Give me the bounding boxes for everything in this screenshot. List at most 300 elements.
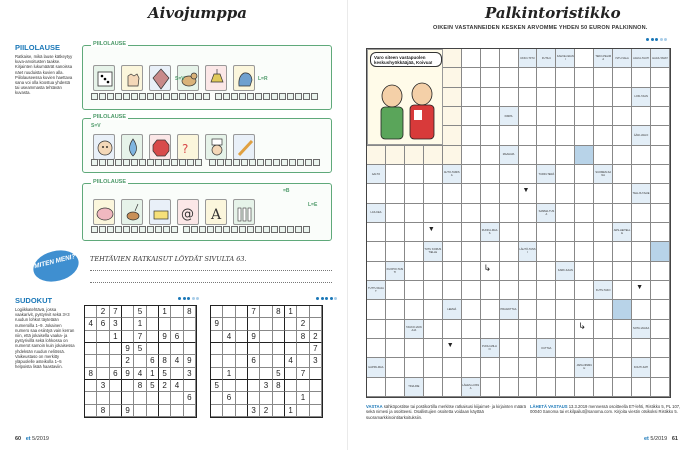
crossword-answer-cell[interactable] — [613, 68, 632, 87]
crossword-answer-cell[interactable] — [632, 300, 651, 319]
sudoku-cell[interactable]: 4 — [285, 355, 297, 367]
crossword-answer-cell[interactable] — [556, 281, 575, 300]
sudoku-cell[interactable] — [310, 405, 322, 417]
crossword-answer-cell[interactable] — [632, 165, 651, 184]
sudoku-cell[interactable] — [297, 405, 309, 417]
crossword-answer-cell[interactable] — [405, 262, 424, 281]
crossword-answer-cell[interactable] — [386, 339, 405, 358]
sudoku-cell[interactable] — [122, 331, 134, 343]
crossword-answer-cell[interactable] — [575, 223, 594, 242]
sudoku-cell[interactable] — [236, 405, 248, 417]
crossword-answer-cell[interactable] — [386, 320, 405, 339]
crossword-answer-cell[interactable] — [405, 165, 424, 184]
sudoku-cell[interactable] — [147, 343, 159, 355]
sudoku-cell[interactable] — [260, 392, 272, 404]
crossword-answer-cell[interactable] — [367, 320, 386, 339]
crossword-answer-cell[interactable] — [519, 126, 538, 145]
sudoku-cell[interactable]: 2 — [97, 306, 109, 318]
sudoku-cell[interactable] — [211, 355, 223, 367]
crossword-answer-cell[interactable] — [386, 223, 405, 242]
crossword-answer-cell[interactable] — [594, 378, 613, 397]
crossword-answer-cell[interactable] — [613, 320, 632, 339]
crossword-answer-cell[interactable] — [556, 242, 575, 261]
crossword-answer-cell[interactable] — [613, 358, 632, 377]
crossword-answer-cell[interactable] — [537, 320, 556, 339]
sudoku-cell[interactable] — [285, 368, 297, 380]
crossword-answer-cell[interactable] — [537, 378, 556, 397]
sudoku-cell[interactable] — [310, 392, 322, 404]
crossword-answer-cell[interactable] — [367, 378, 386, 397]
crossword-answer-cell[interactable] — [443, 242, 462, 261]
crossword-answer-cell[interactable] — [386, 378, 405, 397]
crossword-answer-cell[interactable] — [424, 378, 443, 397]
crossword-answer-cell[interactable] — [556, 146, 575, 165]
crossword-answer-cell[interactable] — [537, 281, 556, 300]
crossword-answer-cell[interactable] — [556, 107, 575, 126]
crossword-answer-cell[interactable] — [519, 68, 538, 87]
sudoku-cell[interactable] — [260, 306, 272, 318]
sudoku-cell[interactable] — [97, 355, 109, 367]
crossword-answer-cell[interactable] — [613, 107, 632, 126]
sudoku-cell[interactable]: 6 — [248, 355, 260, 367]
crossword-answer-cell[interactable] — [500, 126, 519, 145]
sudoku-cell[interactable]: 3 — [110, 318, 122, 330]
crossword-answer-cell[interactable] — [462, 49, 481, 68]
crossword-answer-cell[interactable] — [594, 320, 613, 339]
crossword-answer-cell[interactable] — [613, 126, 632, 145]
sudoku-cell[interactable] — [223, 343, 235, 355]
sudoku-cell[interactable] — [310, 318, 322, 330]
crossword-answer-cell[interactable] — [651, 281, 670, 300]
sudoku-cell[interactable] — [171, 368, 183, 380]
crossword-answer-cell[interactable] — [424, 358, 443, 377]
sudoku-cell[interactable]: 5 — [147, 380, 159, 392]
crossword-answer-cell[interactable] — [462, 68, 481, 87]
crossword-answer-cell[interactable] — [462, 107, 481, 126]
crossword-answer-cell[interactable] — [575, 107, 594, 126]
sudoku-cell[interactable] — [134, 392, 146, 404]
crossword-answer-cell[interactable] — [500, 320, 519, 339]
crossword-answer-cell[interactable] — [367, 300, 386, 319]
crossword-answer-cell[interactable] — [462, 88, 481, 107]
crossword-answer-cell[interactable] — [651, 184, 670, 203]
crossword-answer-cell[interactable] — [481, 126, 500, 145]
crossword-answer-cell[interactable] — [443, 378, 462, 397]
crossword-answer-cell[interactable] — [424, 300, 443, 319]
crossword-answer-cell[interactable] — [405, 223, 424, 242]
sudoku-cell[interactable] — [159, 343, 171, 355]
crossword-answer-cell[interactable] — [519, 358, 538, 377]
crossword-answer-cell[interactable] — [651, 68, 670, 87]
crossword-answer-cell[interactable] — [537, 242, 556, 261]
sudoku-cell[interactable]: 9 — [248, 331, 260, 343]
sudoku-cell[interactable] — [184, 380, 196, 392]
crossword-answer-cell[interactable] — [651, 126, 670, 145]
sudoku-cell[interactable] — [110, 392, 122, 404]
sudoku-cell[interactable] — [85, 331, 97, 343]
sudoku-cell[interactable] — [273, 355, 285, 367]
crossword-answer-cell[interactable] — [462, 204, 481, 223]
sudoku-cell[interactable]: 6 — [223, 392, 235, 404]
sudoku-cell[interactable] — [159, 392, 171, 404]
crossword-answer-cell[interactable] — [594, 223, 613, 242]
sudoku-cell[interactable]: 5 — [159, 368, 171, 380]
sudoku-cell[interactable] — [260, 343, 272, 355]
sudoku-cell[interactable]: 9 — [211, 318, 223, 330]
sudoku-cell[interactable] — [171, 405, 183, 417]
sudoku-cell[interactable]: 7 — [248, 306, 260, 318]
crossword-answer-cell[interactable] — [537, 88, 556, 107]
sudoku-cell[interactable]: 7 — [134, 331, 146, 343]
crossword-answer-cell[interactable] — [537, 300, 556, 319]
crossword-answer-cell[interactable] — [519, 339, 538, 358]
crossword-answer-cell[interactable] — [632, 242, 651, 261]
crossword-answer-cell[interactable] — [500, 184, 519, 203]
answer-boxes-2b[interactable] — [209, 159, 320, 166]
answer-line-2[interactable] — [90, 282, 332, 283]
crossword-answer-cell[interactable] — [481, 88, 500, 107]
sudoku-cell[interactable] — [285, 392, 297, 404]
crossword-answer-cell[interactable] — [613, 204, 632, 223]
crossword-answer-cell[interactable] — [519, 107, 538, 126]
crossword-answer-cell[interactable] — [575, 204, 594, 223]
sudoku-cell[interactable] — [223, 306, 235, 318]
sudoku-cell[interactable]: 8 — [134, 380, 146, 392]
crossword-answer-cell[interactable] — [386, 242, 405, 261]
crossword-answer-cell[interactable] — [575, 88, 594, 107]
crossword-answer-cell[interactable] — [556, 339, 575, 358]
sudoku-cell[interactable] — [147, 331, 159, 343]
crossword-answer-cell[interactable] — [594, 107, 613, 126]
crossword-answer-cell[interactable] — [481, 204, 500, 223]
crossword-answer-cell[interactable] — [386, 358, 405, 377]
sudoku-cell[interactable] — [248, 318, 260, 330]
sudoku-cell[interactable] — [236, 380, 248, 392]
sudoku-cell[interactable] — [297, 380, 309, 392]
sudoku-cell[interactable] — [211, 405, 223, 417]
crossword-answer-cell[interactable] — [481, 358, 500, 377]
crossword-answer-cell[interactable] — [367, 339, 386, 358]
crossword-answer-cell[interactable] — [556, 126, 575, 145]
sudoku-cell[interactable] — [297, 306, 309, 318]
crossword-answer-cell[interactable] — [500, 281, 519, 300]
crossword-answer-cell[interactable] — [632, 339, 651, 358]
crossword-answer-cell[interactable] — [462, 339, 481, 358]
sudoku-cell[interactable] — [310, 380, 322, 392]
sudoku-cell[interactable] — [211, 331, 223, 343]
crossword-answer-cell[interactable] — [632, 378, 651, 397]
sudoku-cell[interactable] — [122, 380, 134, 392]
sudoku-cell[interactable]: 9 — [122, 405, 134, 417]
crossword-answer-cell[interactable] — [537, 184, 556, 203]
crossword-answer-cell[interactable] — [500, 204, 519, 223]
crossword-answer-cell[interactable] — [594, 204, 613, 223]
crossword-answer-cell[interactable] — [405, 184, 424, 203]
sudoku-cell[interactable]: 9 — [122, 368, 134, 380]
crossword-answer-cell[interactable] — [481, 281, 500, 300]
crossword-answer-cell[interactable] — [367, 223, 386, 242]
sudoku-cell[interactable] — [310, 368, 322, 380]
sudoku-cell[interactable]: 4 — [85, 318, 97, 330]
sudoku-cell[interactable] — [273, 331, 285, 343]
crossword-answer-cell[interactable] — [594, 146, 613, 165]
crossword-answer-cell[interactable] — [556, 300, 575, 319]
sudoku-cell[interactable] — [248, 380, 260, 392]
sudoku-cell[interactable]: 8 — [297, 331, 309, 343]
crossword-answer-cell[interactable] — [537, 262, 556, 281]
crossword-answer-cell[interactable] — [651, 262, 670, 281]
sudoku-cell[interactable] — [248, 392, 260, 404]
crossword-shaded-cell[interactable] — [651, 242, 670, 261]
sudoku-cell[interactable] — [147, 306, 159, 318]
crossword-answer-cell[interactable] — [386, 281, 405, 300]
sudoku-cell[interactable]: 6 — [110, 368, 122, 380]
crossword-answer-cell[interactable] — [632, 204, 651, 223]
sudoku-cell[interactable]: 1 — [134, 318, 146, 330]
crossword-answer-cell[interactable] — [386, 300, 405, 319]
crossword-answer-cell[interactable] — [519, 300, 538, 319]
sudoku-cell[interactable]: 5 — [273, 368, 285, 380]
sudoku-cell[interactable]: 8 — [273, 306, 285, 318]
sudoku-cell[interactable] — [97, 331, 109, 343]
crossword-answer-cell[interactable] — [575, 242, 594, 261]
sudoku-cell[interactable]: 6 — [147, 355, 159, 367]
sudoku-cell[interactable] — [147, 392, 159, 404]
crossword-answer-cell[interactable] — [386, 184, 405, 203]
sudoku-cell[interactable] — [97, 343, 109, 355]
sudoku-cell[interactable] — [122, 306, 134, 318]
crossword-answer-cell[interactable] — [575, 300, 594, 319]
crossword-answer-cell[interactable] — [462, 262, 481, 281]
sudoku-cell[interactable] — [134, 355, 146, 367]
sudoku-cell[interactable] — [236, 318, 248, 330]
crossword-answer-cell[interactable] — [575, 165, 594, 184]
sudoku-cell[interactable] — [211, 343, 223, 355]
crossword-answer-cell[interactable] — [537, 126, 556, 145]
crossword-answer-cell[interactable] — [651, 339, 670, 358]
sudoku-cell[interactable] — [211, 392, 223, 404]
sudoku-cell[interactable] — [211, 306, 223, 318]
crossword-answer-cell[interactable] — [500, 242, 519, 261]
sudoku-cell[interactable] — [97, 368, 109, 380]
crossword-answer-cell[interactable] — [632, 223, 651, 242]
crossword-answer-cell[interactable] — [424, 165, 443, 184]
sudoku-cell[interactable]: 8 — [273, 380, 285, 392]
sudoku-cell[interactable] — [260, 318, 272, 330]
sudoku-cell[interactable] — [211, 368, 223, 380]
sudoku-cell[interactable]: 6 — [184, 392, 196, 404]
crossword-answer-cell[interactable] — [556, 165, 575, 184]
sudoku-cell[interactable]: 1 — [159, 306, 171, 318]
crossword-answer-cell[interactable] — [537, 68, 556, 87]
crossword-answer-cell[interactable] — [500, 49, 519, 68]
crossword-answer-cell[interactable] — [594, 68, 613, 87]
crossword-answer-cell[interactable] — [367, 184, 386, 203]
sudoku-cell[interactable] — [223, 380, 235, 392]
crossword-answer-cell[interactable] — [443, 262, 462, 281]
sudoku-cell[interactable]: 9 — [184, 355, 196, 367]
sudoku-cell[interactable]: 3 — [260, 380, 272, 392]
crossword-answer-cell[interactable] — [651, 320, 670, 339]
crossword-answer-cell[interactable] — [519, 146, 538, 165]
crossword-answer-cell[interactable] — [537, 107, 556, 126]
sudoku-cell[interactable] — [147, 318, 159, 330]
answer-boxes-2a[interactable] — [91, 159, 202, 166]
crossword-answer-cell[interactable] — [500, 358, 519, 377]
sudoku-cell[interactable] — [85, 306, 97, 318]
crossword-answer-cell[interactable] — [405, 339, 424, 358]
crossword-answer-cell[interactable] — [462, 184, 481, 203]
sudoku-cell[interactable] — [273, 392, 285, 404]
crossword-answer-cell[interactable] — [537, 223, 556, 242]
crossword-answer-cell[interactable] — [386, 204, 405, 223]
crossword-answer-cell[interactable] — [594, 262, 613, 281]
crossword-answer-cell[interactable] — [651, 378, 670, 397]
sudoku-cell[interactable] — [184, 405, 196, 417]
crossword-answer-cell[interactable] — [443, 223, 462, 242]
crossword-answer-cell[interactable] — [443, 184, 462, 203]
crossword-answer-cell[interactable] — [632, 68, 651, 87]
sudoku-cell[interactable]: 5 — [211, 380, 223, 392]
sudoku-cell[interactable] — [122, 318, 134, 330]
sudoku-cell[interactable]: 9 — [159, 331, 171, 343]
crossword-answer-cell[interactable] — [462, 126, 481, 145]
sudoku-cell[interactable]: 4 — [171, 380, 183, 392]
crossword-answer-cell[interactable] — [575, 281, 594, 300]
sudoku-cell[interactable] — [223, 355, 235, 367]
crossword-answer-cell[interactable] — [613, 146, 632, 165]
crossword-answer-cell[interactable] — [519, 281, 538, 300]
crossword-answer-cell[interactable] — [519, 262, 538, 281]
sudoku-cell[interactable]: 2 — [122, 355, 134, 367]
crossword-answer-cell[interactable] — [575, 68, 594, 87]
answer-boxes-3a[interactable] — [91, 226, 178, 233]
sudoku-cell[interactable] — [236, 331, 248, 343]
crossword-answer-cell[interactable] — [481, 68, 500, 87]
crossword-answer-cell[interactable] — [462, 165, 481, 184]
crossword-answer-cell[interactable] — [500, 165, 519, 184]
sudoku-cell[interactable] — [184, 343, 196, 355]
sudoku-cell[interactable]: 3 — [97, 380, 109, 392]
crossword-answer-cell[interactable] — [405, 204, 424, 223]
crossword-answer-cell[interactable] — [500, 88, 519, 107]
crossword-answer-cell[interactable] — [481, 107, 500, 126]
crossword-answer-cell[interactable] — [613, 339, 632, 358]
sudoku-cell[interactable] — [159, 318, 171, 330]
crossword-answer-cell[interactable] — [405, 281, 424, 300]
crossword-answer-cell[interactable] — [556, 204, 575, 223]
crossword-answer-cell[interactable] — [613, 378, 632, 397]
answer-boxes-3b[interactable] — [183, 226, 310, 233]
sudoku-cell[interactable] — [184, 318, 196, 330]
sudoku-cell[interactable] — [236, 343, 248, 355]
sudoku-cell[interactable]: 7 — [297, 368, 309, 380]
sudoku-cell[interactable] — [171, 343, 183, 355]
crossword-answer-cell[interactable] — [405, 300, 424, 319]
sudoku-cell[interactable] — [85, 343, 97, 355]
crossword-answer-cell[interactable] — [519, 88, 538, 107]
sudoku-cell[interactable] — [171, 318, 183, 330]
crossword-answer-cell[interactable] — [575, 49, 594, 68]
crossword-answer-cell[interactable] — [481, 49, 500, 68]
crossword-answer-cell[interactable] — [462, 242, 481, 261]
sudoku-cell[interactable]: 7 — [310, 343, 322, 355]
crossword-answer-cell[interactable] — [424, 339, 443, 358]
crossword-answer-cell[interactable] — [443, 204, 462, 223]
crossword-answer-cell[interactable] — [556, 68, 575, 87]
sudoku-cell[interactable] — [285, 318, 297, 330]
sudoku-cell[interactable] — [236, 306, 248, 318]
crossword-answer-cell[interactable] — [613, 88, 632, 107]
sudoku-cell[interactable] — [110, 380, 122, 392]
sudoku-cell[interactable] — [171, 306, 183, 318]
crossword-answer-cell[interactable] — [443, 320, 462, 339]
crossword-answer-cell[interactable] — [594, 126, 613, 145]
crossword-answer-cell[interactable] — [651, 88, 670, 107]
crossword-answer-cell[interactable] — [519, 204, 538, 223]
crossword-answer-cell[interactable] — [556, 184, 575, 203]
sudoku-cell[interactable]: 1 — [110, 331, 122, 343]
sudoku-cell[interactable] — [260, 355, 272, 367]
sudoku-cell[interactable]: 1 — [223, 368, 235, 380]
crossword-answer-cell[interactable] — [481, 300, 500, 319]
sudoku-cell[interactable]: 3 — [184, 368, 196, 380]
sudoku-cell[interactable]: 1 — [285, 306, 297, 318]
crossword-answer-cell[interactable] — [462, 146, 481, 165]
crossword-answer-cell[interactable] — [500, 68, 519, 87]
crossword-answer-cell[interactable] — [594, 88, 613, 107]
crossword-answer-cell[interactable] — [575, 184, 594, 203]
sudoku-cell[interactable] — [134, 405, 146, 417]
answer-boxes-1a[interactable] — [91, 93, 210, 100]
crossword-answer-cell[interactable] — [594, 300, 613, 319]
crossword-answer-cell[interactable] — [424, 184, 443, 203]
crossword-answer-cell[interactable] — [500, 262, 519, 281]
sudoku-cell[interactable]: 5 — [134, 343, 146, 355]
sudoku-cell[interactable]: 7 — [110, 306, 122, 318]
crossword-answer-cell[interactable] — [481, 242, 500, 261]
crossword-answer-cell[interactable] — [556, 358, 575, 377]
sudoku-cell[interactable]: 2 — [297, 318, 309, 330]
sudoku-cell[interactable] — [285, 380, 297, 392]
sudoku-grid-1[interactable] — [84, 305, 197, 418]
sudoku-cell[interactable] — [236, 368, 248, 380]
sudoku-cell[interactable]: 4 — [223, 331, 235, 343]
crossword-answer-cell[interactable] — [424, 262, 443, 281]
crossword-answer-cell[interactable] — [632, 107, 651, 126]
crossword-answer-cell[interactable] — [519, 165, 538, 184]
crossword-answer-cell[interactable] — [632, 262, 651, 281]
crossword-answer-cell[interactable] — [575, 378, 594, 397]
sudoku-cell[interactable] — [184, 331, 196, 343]
sudoku-cell[interactable] — [110, 355, 122, 367]
crossword-answer-cell[interactable] — [594, 339, 613, 358]
crossword-answer-cell[interactable] — [575, 262, 594, 281]
sudoku-cell[interactable] — [97, 392, 109, 404]
sudoku-cell[interactable]: 8 — [85, 368, 97, 380]
crossword-answer-cell[interactable] — [613, 262, 632, 281]
crossword-answer-cell[interactable] — [594, 184, 613, 203]
sudoku-cell[interactable] — [273, 343, 285, 355]
sudoku-cell[interactable] — [285, 343, 297, 355]
crossword-answer-cell[interactable] — [481, 320, 500, 339]
crossword-answer-cell[interactable] — [651, 300, 670, 319]
crossword-answer-cell[interactable] — [519, 223, 538, 242]
sudoku-cell[interactable] — [85, 405, 97, 417]
crossword-shaded-cell[interactable] — [575, 146, 594, 165]
sudoku-cell[interactable]: 1 — [297, 392, 309, 404]
sudoku-cell[interactable] — [248, 343, 260, 355]
